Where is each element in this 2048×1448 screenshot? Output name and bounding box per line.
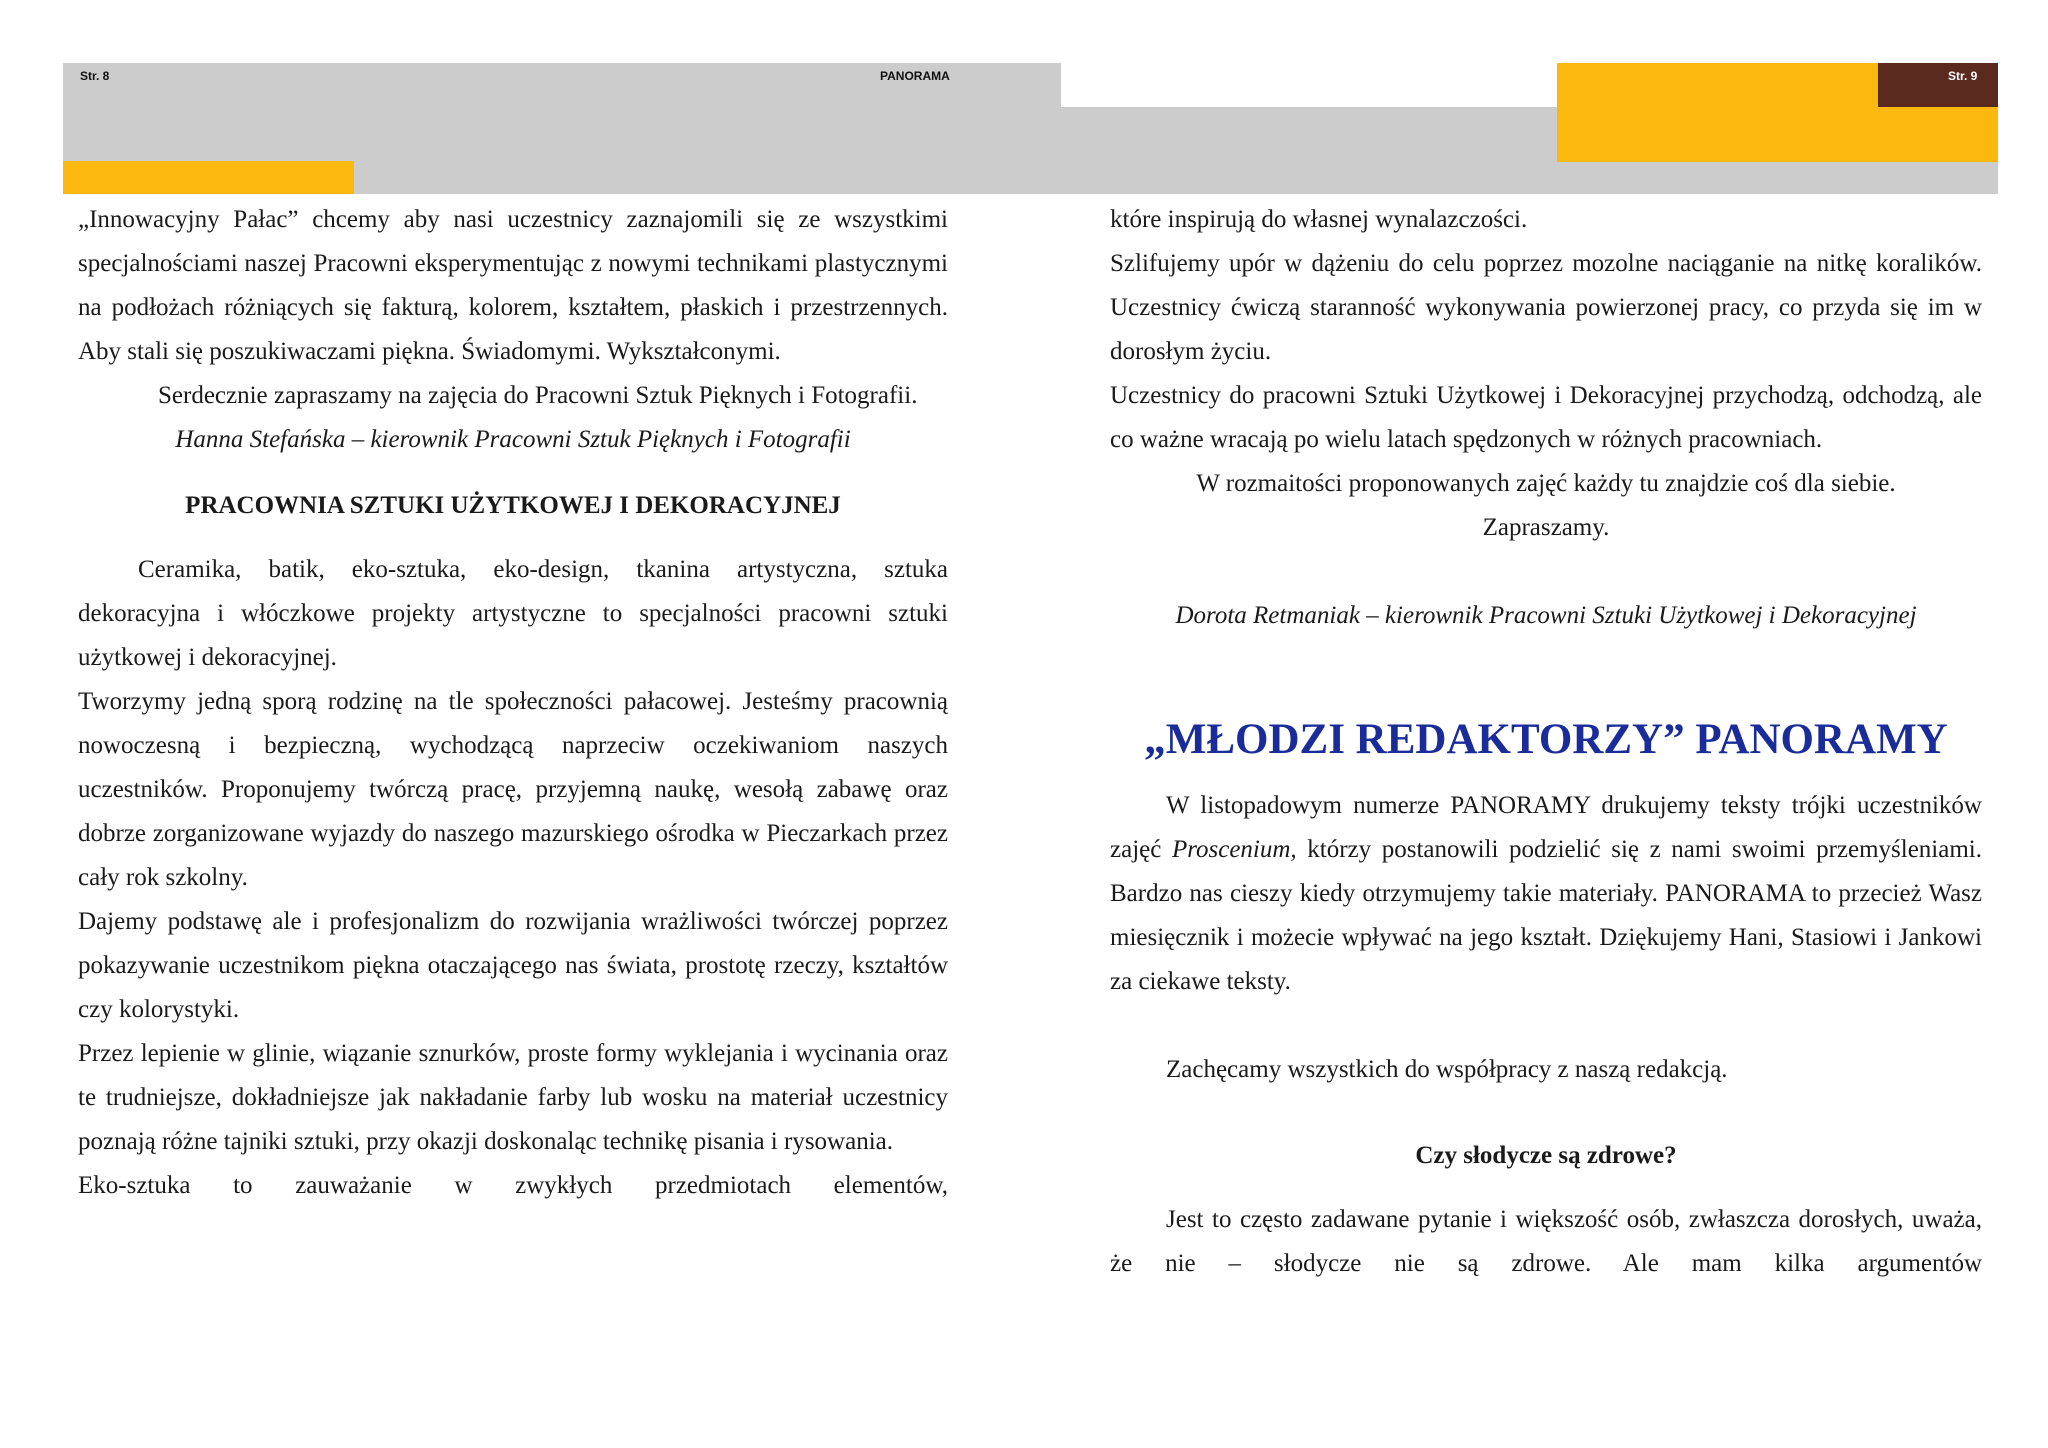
paragraph: które inspirują do własnej wynalazczości. bbox=[1110, 206, 1528, 233]
article-heading: „MŁODZI REDAKTORZY” PANORAMY bbox=[1144, 716, 1948, 763]
text-span: W listopadowym numerze PANORAMY drukujemy teksty trójki uczestników zajęć bbox=[1110, 792, 1982, 863]
header-accent-left bbox=[63, 161, 354, 194]
publication-title: PANORAMA bbox=[880, 69, 950, 83]
paragraph: Przez lepienie w glinie, wiązanie sznurków, proste formy wyklejania i wycinania oraz te trudniejsze, dokładniejsze jak nakładanie farby lub wosku na materiał uczestnicy poznają różne tajniki sztuki, przy okazji doskonaląc technikę pisania i rysowania. bbox=[78, 1040, 948, 1155]
left-column bbox=[78, 198, 948, 1208]
text-span: którzy postanowili podzielić się z nami swoimi przemyśleniami. Bardzo nas cieszy kiedy otrzymujemy takie materiały. PANORAMA to przecież Wasz miesięcznik i możecie wpływać na jego kształt. Dziękujemy Hani, Stasiowi i Jankowi za ciekawe teksty. bbox=[1110, 836, 1982, 995]
page-number-box bbox=[1878, 63, 1998, 107]
paragraph: Jest to często zadawane pytanie i większość osób, zwłaszcza dorosłych, uważa, że nie – słodycze nie są zdrowe. Ale mam kilka argumentów bbox=[1110, 1206, 1982, 1277]
right-column bbox=[1110, 198, 1982, 1286]
spacer bbox=[1110, 550, 1982, 594]
section-heading: PRACOWNIA SZTUKI UŻYTKOWEJ I DEKORACYJNEJ bbox=[185, 492, 841, 519]
article-subheading: Czy słodycze są zdrowe? bbox=[1415, 1142, 1677, 1169]
paragraph: Uczestnicy do pracowni Sztuki Użytkowej i Dekoracyjnej przychodzą, odchodzą, ale co ważne wracają po wielu latach spędzonych w różnych pracowniach. bbox=[1110, 382, 1982, 453]
paragraph: Tworzymy jedną sporą rodzinę na tle społeczności pałacowej. Jesteśmy pracownią nowoczesną i bezpieczną, wychodzącą naprzeciw oczekiwaniom naszych uczestników. Proponujemy twórczą pracę, przyjemną naukę, wesołą zabawę oraz dobrze zorganizowane wyjazdy do naszego mazurskiego ośrodka w Pieczarkach przez cały rok szkolny. bbox=[78, 688, 948, 891]
page-number-left: Str. 8 bbox=[80, 69, 110, 83]
signature: Dorota Retmaniak – kierownik Pracowni Sztuki Użytkowej i Dekoracyjnej bbox=[1175, 602, 1917, 629]
paragraph: Zapraszamy. bbox=[1482, 514, 1610, 541]
spacer bbox=[1110, 1004, 1982, 1048]
page-number-right: Str. 9 bbox=[1948, 69, 1978, 83]
paragraph: Dajemy podstawę ale i profesjonalizm do rozwijania wrażliwości twórczej poprzez pokazywanie uczestnikom piękna otaczającego nas świata, prostotę rzeczy, kształtów czy kolorystyki. bbox=[78, 908, 948, 1023]
paragraph: Ceramika, batik, eko-sztuka, eko-design, tkanina artystyczna, sztuka dekoracyjna i włóczkowe projekty artystyczne to specjalności pracowni sztuki użytkowej i dekoracyjnej. bbox=[78, 556, 948, 671]
paragraph: Szlifujemy upór w dążeniu do celu poprzez mozolne naciąganie na nitkę koralików. Uczestnicy ćwiczą staranność wykonywania powierzonej pracy, co przyda się im w dorosłym życiu. bbox=[1110, 250, 1982, 365]
italic-text: Proscenium, bbox=[1171, 836, 1297, 863]
paragraph: Eko-sztuka to zauważanie w zwykłych przedmiotach elementów, bbox=[78, 1172, 948, 1199]
paragraph: „Innowacyjny Pałac” chcemy aby nasi uczestnicy zaznajomili się ze wszystkimi specjalnościami naszej Pracowni eksperymentując z nowymi technikami plastycznymi na podłożach różniących się fakturą, kolorem, kształtem, płaskich i przestrzennych. Aby stali się poszukiwaczami piękna. Świadomymi. Wykształconymi. bbox=[78, 206, 948, 365]
paragraph: W rozmaitości proponowanych zajęć każdy tu znajdzie coś dla siebie. bbox=[1196, 470, 1896, 497]
paragraph: Serdecznie zapraszamy na zajęcia do Pracowni Sztuk Pięknych i Fotografii. bbox=[158, 382, 918, 409]
paragraph bbox=[1110, 784, 1982, 1004]
signature: Hanna Stefańska – kierownik Pracowni Sztuk Pięknych i Fotografii bbox=[175, 426, 851, 453]
paragraph: Zachęcamy wszystkich do współpracy z naszą redakcją. bbox=[1166, 1056, 1728, 1083]
